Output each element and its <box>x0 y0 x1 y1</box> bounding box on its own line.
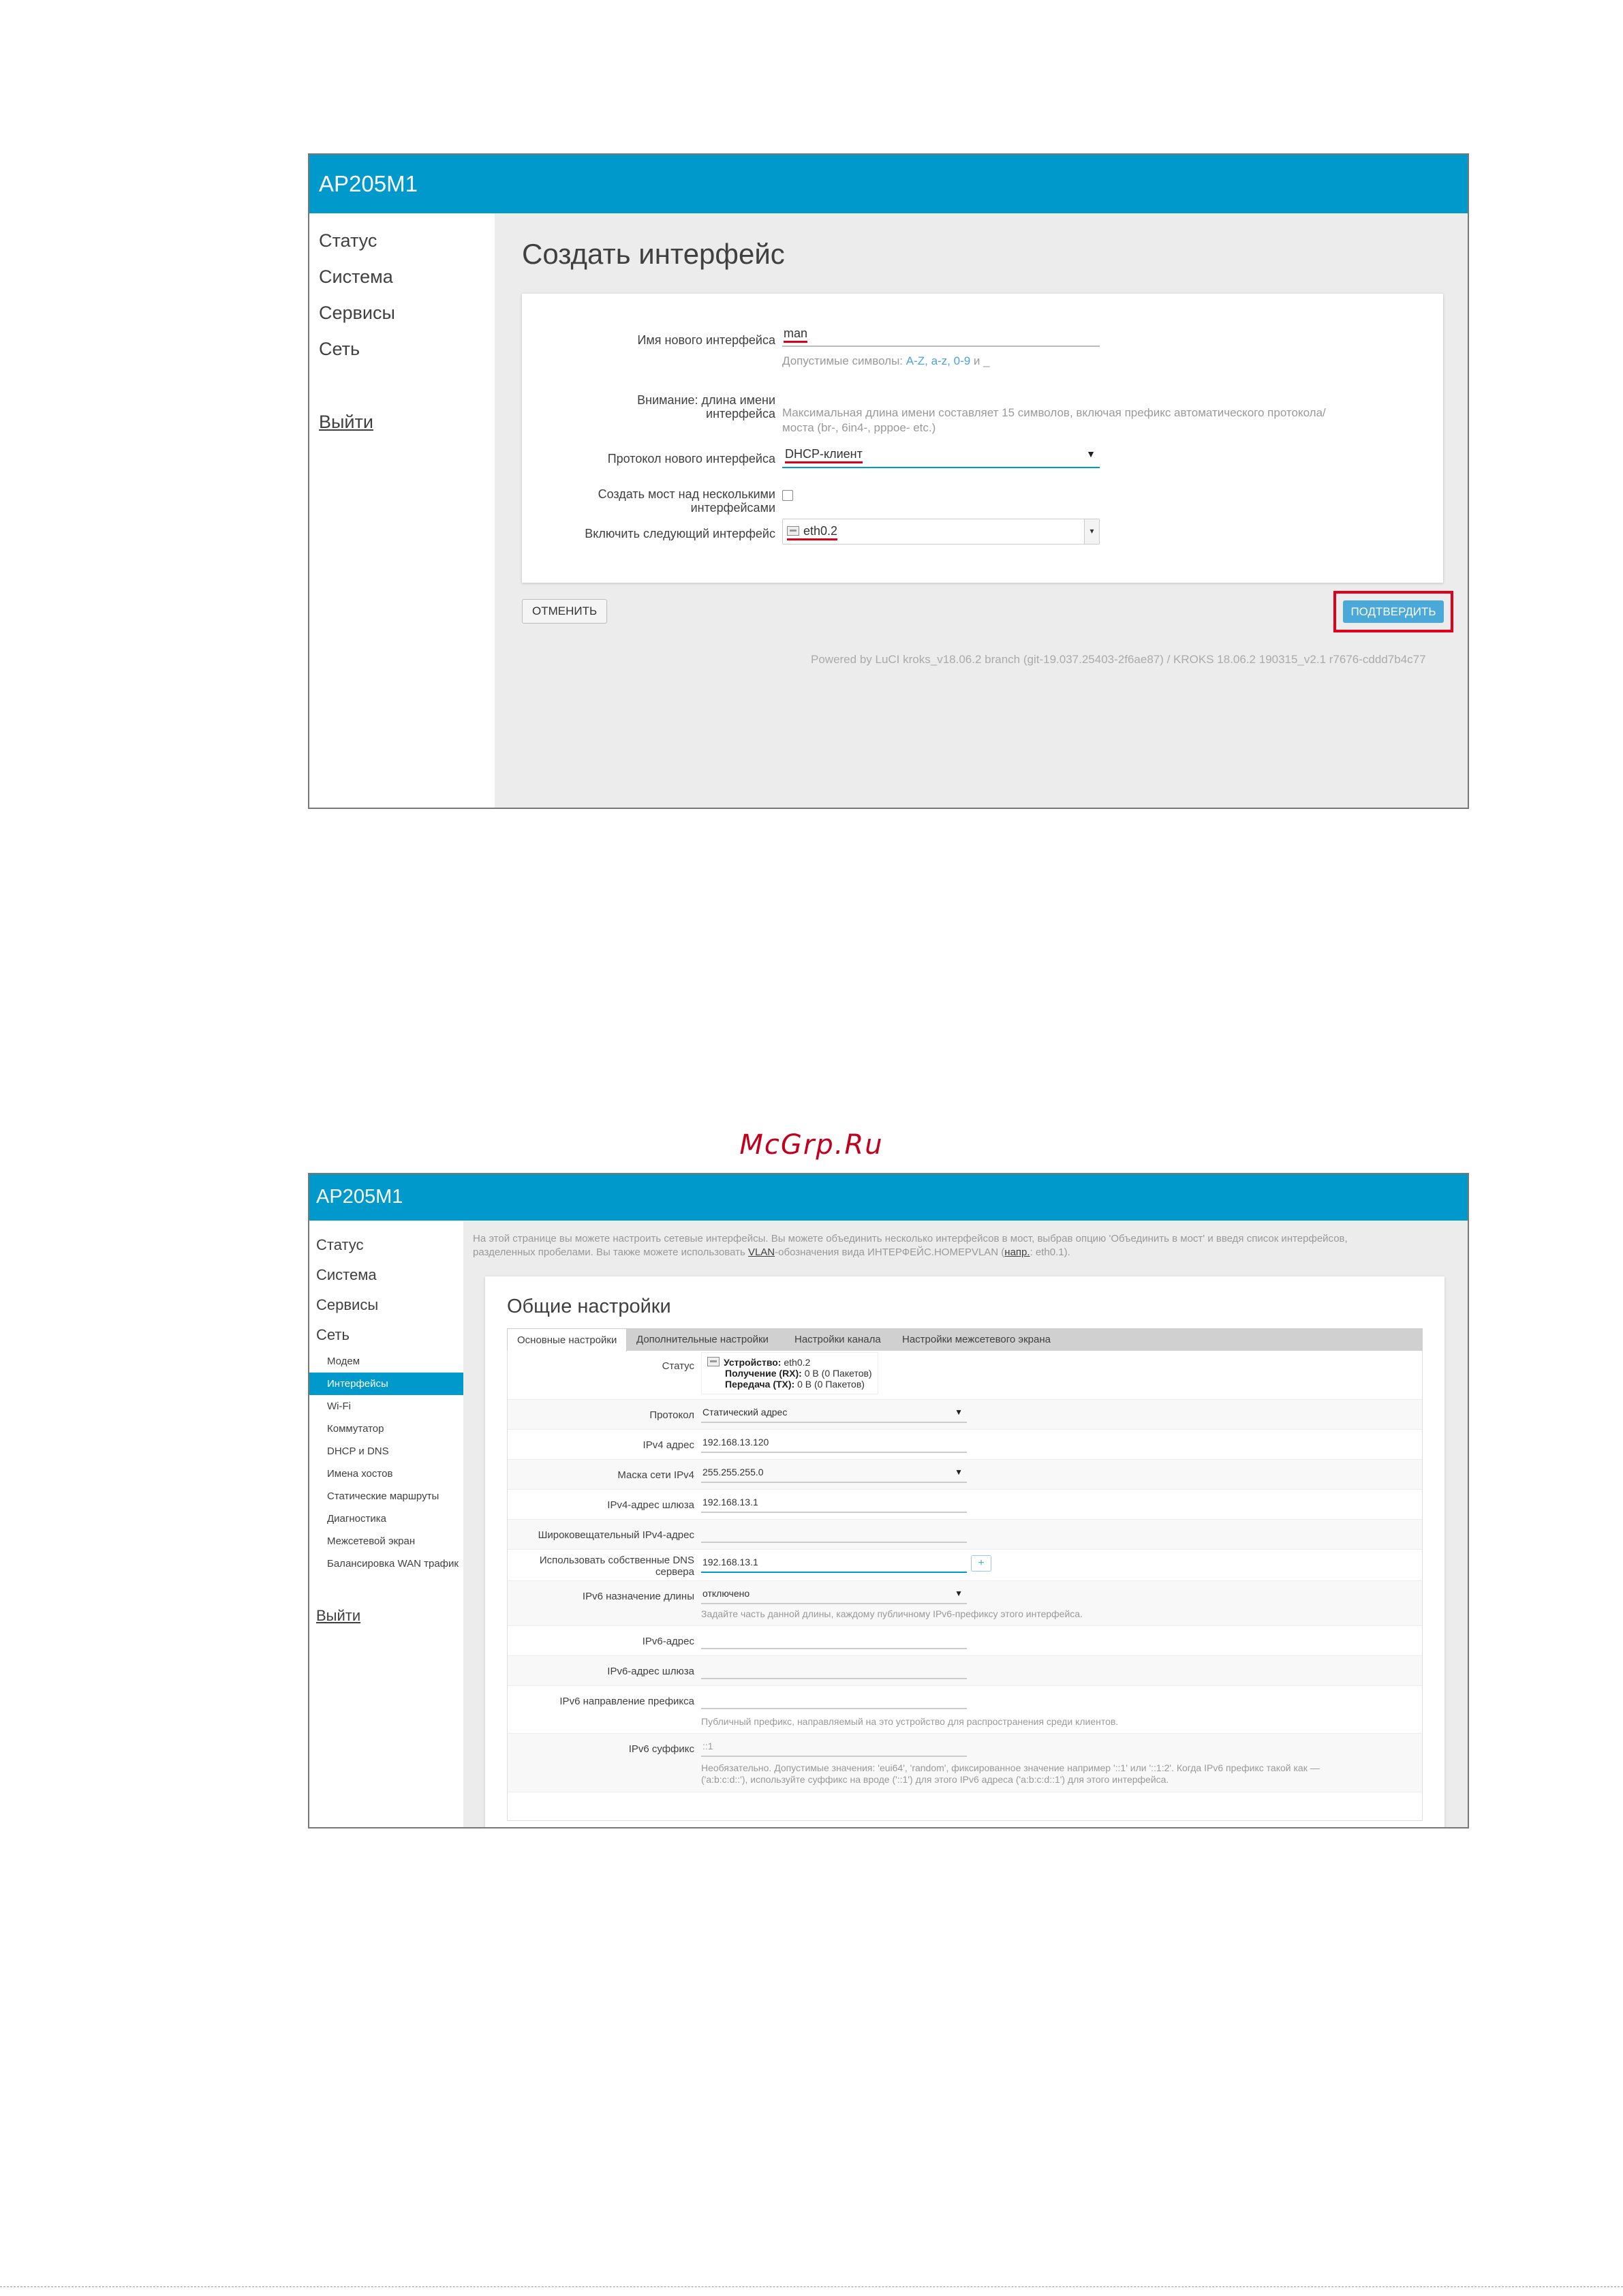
ip6prefix-label: IPv6 направление префикса <box>559 1696 694 1707</box>
confirm-button-highlight <box>1333 591 1453 632</box>
submenu-item-diagnostics[interactable]: Диагностика <box>327 1513 386 1525</box>
create-interface-window <box>308 153 1469 809</box>
gateway-row <box>508 1490 1422 1520</box>
intro-part-c: : eth0.1). <box>1030 1246 1070 1258</box>
tab-firewall-settings[interactable]: Настройки межсетевого экрана <box>902 1334 1051 1345</box>
warn-label-line-1: Внимание: длина имени <box>637 393 775 407</box>
intro-part-b: -обозначения вида ИНТЕРФЕЙС.НОМЕРVLAN ( <box>775 1246 1005 1258</box>
general-settings-card <box>485 1276 1444 1828</box>
sidebar <box>309 1221 463 1827</box>
cancel-button[interactable]: ОТМЕНИТЬ <box>522 599 607 624</box>
broadcast-row <box>508 1520 1422 1550</box>
protocol-wrap <box>782 444 1100 468</box>
dns-label-line-2: сервера <box>655 1566 694 1578</box>
status-tx-line <box>707 1379 872 1390</box>
intro-line-1: На этой странице вы можете настроить сетевые интерфейсы. Вы можете объединить несколько интерфейсов в мост, выбрав опцию 'Объединить в мост' и введя список интерфейсов, <box>473 1233 1348 1244</box>
tab-advanced-settings[interactable]: Дополнительные настройки <box>636 1334 769 1345</box>
ipv4-label: IPv4 адрес <box>643 1439 694 1451</box>
dns-label-line-1: Использовать собственные DNS <box>539 1555 694 1566</box>
ip6prefix-row <box>508 1686 1422 1734</box>
sidebar-item-services[interactable]: Сервисы <box>319 303 395 323</box>
app-title: AP205M1 <box>319 171 418 196</box>
ip6assign-hint: Задайте часть данной длины, каждому публичному IPv6-префиксу этого интерфейса. <box>701 1608 1083 1619</box>
ip6gw-row <box>508 1656 1422 1686</box>
gateway-input[interactable]: 192.168.13.1 <box>701 1494 967 1513</box>
create-interface-form <box>522 294 1443 583</box>
status-device-value: eth0.2 <box>784 1357 811 1368</box>
status-rx-line <box>707 1368 872 1379</box>
ip6gw-input[interactable] <box>701 1660 967 1679</box>
ip6assign-row <box>508 1581 1422 1626</box>
broadcast-input[interactable] <box>701 1524 967 1543</box>
include-interface-value: eth0.2 <box>803 524 838 538</box>
dns-input[interactable]: 192.168.13.1 <box>701 1554 967 1573</box>
dropdown-arrow-icon: ▼ <box>955 1467 963 1477</box>
status-device-line <box>707 1357 872 1368</box>
netmask-label: Маска сети IPv4 <box>617 1469 694 1481</box>
ipv4-input[interactable]: 192.168.13.120 <box>701 1434 967 1453</box>
main-content <box>495 213 1468 808</box>
status-details <box>701 1352 878 1394</box>
ip6prefix-input[interactable] <box>701 1690 967 1709</box>
main-content <box>463 1221 1468 1827</box>
include-interface-wrap <box>782 519 1100 545</box>
status-rx-label: Получение (RX): <box>725 1368 802 1379</box>
submenu-item-switch[interactable]: Коммутатор <box>327 1423 384 1435</box>
netmask-value: 255.255.255.0 <box>702 1467 764 1478</box>
sidebar-item-system[interactable]: Система <box>316 1266 377 1283</box>
bridge-wrap <box>782 490 793 501</box>
sidebar <box>309 213 495 808</box>
submenu-item-wan-balancing[interactable]: Балансировка WAN трафик <box>327 1558 459 1570</box>
watermark: McGrp.Ru <box>739 1129 884 1161</box>
ip6prefix-hint: Публичный префикс, направляемый на это устройство для распространения среди клиентов. <box>701 1716 1119 1727</box>
ip6suffix-hint-1: Необязательно. Допустимые значения: 'eui64', 'random', фиксированное значение например '::1' или '::1:2'. Когда IPv6 префикс такой как — <box>701 1762 1320 1773</box>
dropdown-arrow-icon: ▼ <box>955 1589 963 1598</box>
ip6assign-select[interactable] <box>701 1585 967 1604</box>
ip6suffix-hint-2: ('a:b:c:d::'), используйте суффикс на вроде ('::1') для этого IPv6 адреса ('a:b:c:d::1') для этого интерфейса. <box>701 1774 1169 1785</box>
submenu-item-modem[interactable]: Модем <box>327 1356 360 1367</box>
powered-by-footer: Powered by LuCI kroks_v18.06.2 branch (git-19.037.25403-2f6ae87) / KROKS 18.06.2 190315_v2.1 r7676-cddd7b4c77 <box>811 653 1426 666</box>
submenu-item-interfaces[interactable]: Интерфейсы <box>309 1373 463 1395</box>
name-hint-ranges: A-Z, a-z, 0-9 <box>906 354 971 367</box>
header-bar <box>309 1174 1468 1221</box>
submenu-item-hostnames[interactable]: Имена хостов <box>327 1468 393 1480</box>
confirm-button[interactable]: ПОДТВЕРДИТЬ <box>1343 600 1444 623</box>
protocol-value: DHCP-клиент <box>785 447 863 463</box>
page-bottom-divider <box>0 2286 1623 2287</box>
sidebar-item-network[interactable]: Сеть <box>316 1326 350 1343</box>
bridge-label <box>598 487 775 515</box>
warn-text-line-1: Максимальная длина имени составляет 15 символов, включая префикс автоматического протокола/ <box>782 406 1326 419</box>
name-hint-suffix: и _ <box>970 354 990 367</box>
broadcast-label: Широковещательный IPv4-адрес <box>538 1529 694 1541</box>
intro-text <box>473 1232 1427 1259</box>
name-length-warning-label <box>637 393 775 420</box>
sidebar-item-status[interactable]: Статус <box>319 230 377 251</box>
include-interface-dropdown[interactable] <box>782 519 1100 545</box>
status-box <box>701 1352 878 1394</box>
submenu-item-dhcp-dns[interactable]: DHCP и DNS <box>327 1445 389 1457</box>
sidebar-item-network[interactable]: Сеть <box>319 339 360 359</box>
app-title: AP205M1 <box>316 1186 403 1208</box>
ip6addr-label: IPv6-адрес <box>642 1636 694 1647</box>
protocol-select[interactable] <box>782 444 1100 468</box>
tab-bar <box>507 1328 1423 1351</box>
submenu-item-static-routes[interactable]: Статические маршруты <box>327 1490 439 1502</box>
warn-text-line-2: моста (br-, 6in4-, pppoe- etc.) <box>782 421 936 434</box>
protocol-select[interactable] <box>701 1404 967 1423</box>
bridge-checkbox[interactable] <box>782 490 793 501</box>
bridge-label-line-1: Создать мост над несколькими <box>598 487 775 501</box>
page-title: Создать интерфейс <box>522 238 785 270</box>
protocol-label: Протокол <box>649 1409 694 1421</box>
sidebar-item-services[interactable]: Сервисы <box>316 1296 379 1313</box>
ethernet-port-icon <box>707 1357 720 1366</box>
interface-name-value: man <box>784 326 807 343</box>
netmask-row <box>508 1460 1422 1490</box>
dropdown-toggle-icon[interactable]: ▾ <box>1084 519 1099 544</box>
include-interface-value-wrap <box>787 524 837 540</box>
status-rx-value: 0 В (0 Пакетов) <box>804 1368 872 1379</box>
tab-content <box>507 1351 1423 1821</box>
netmask-select[interactable] <box>701 1464 967 1483</box>
interface-settings-window <box>308 1173 1469 1828</box>
add-dns-button[interactable]: + <box>971 1555 991 1572</box>
intro-line-2 <box>473 1246 1427 1259</box>
logout-link[interactable]: Выйти <box>316 1607 361 1624</box>
protocol-value: Статический адрес <box>702 1407 788 1418</box>
sidebar-item-status[interactable]: Статус <box>316 1236 364 1253</box>
protocol-label: Протокол нового интерфейса <box>607 452 775 465</box>
interface-name-input[interactable] <box>782 324 1100 347</box>
status-row <box>508 1351 1422 1400</box>
ip6addr-row <box>508 1626 1422 1656</box>
include-interface-label: Включить следующий интерфейс <box>585 527 775 540</box>
protocol-row <box>508 1400 1422 1430</box>
tab-channel-settings[interactable]: Настройки канала <box>794 1334 881 1345</box>
interface-name-wrap <box>782 324 1100 369</box>
header-bar <box>309 155 1468 213</box>
ip6suffix-row <box>508 1734 1422 1792</box>
dropdown-arrow-icon: ▼ <box>1086 448 1096 459</box>
bridge-label-line-2: интерфейсами <box>690 501 775 515</box>
interface-name-label: Имя нового интерфейса <box>637 333 775 347</box>
sidebar-item-system[interactable]: Система <box>319 266 393 287</box>
ip6assign-label: IPv6 назначение длины <box>582 1591 694 1602</box>
dropdown-arrow-icon: ▼ <box>955 1407 963 1417</box>
vlan-link[interactable]: VLAN <box>747 1246 775 1258</box>
submenu-item-firewall[interactable]: Межсетевой экран <box>327 1535 416 1547</box>
dns-label <box>540 1555 694 1578</box>
section-title: Общие настройки <box>507 1296 671 1317</box>
warn-label-line-2: интерфейса <box>706 407 775 420</box>
ethernet-port-icon <box>787 526 799 536</box>
ip6assign-value: отключено <box>702 1588 750 1599</box>
submenu-item-wifi[interactable]: Wi-Fi <box>327 1400 351 1412</box>
logout-link[interactable]: Выйти <box>319 412 373 432</box>
interface-name-hint <box>782 354 1100 369</box>
ip6suffix-label: IPv6 суффикс <box>628 1743 694 1755</box>
ip6suffix-input[interactable]: ::1 <box>701 1738 967 1757</box>
example-link[interactable]: напр. <box>1004 1246 1030 1258</box>
status-device-label: Устройство: <box>724 1357 782 1368</box>
ip6gw-label: IPv6-адрес шлюза <box>607 1666 694 1677</box>
name-length-warning-text <box>782 405 1395 435</box>
status-label: Статус <box>662 1360 694 1372</box>
intro-part-a: разделенных пробелами. Вы также можете использовать <box>473 1246 748 1258</box>
dns-row <box>508 1550 1422 1581</box>
status-tx-label: Передача (TX): <box>725 1379 795 1390</box>
status-tx-value: 0 В (0 Пакетов) <box>797 1379 865 1390</box>
ipv4-row <box>508 1430 1422 1460</box>
tab-basic-settings[interactable]: Основные настройки <box>507 1328 627 1351</box>
ip6addr-input[interactable] <box>701 1630 967 1649</box>
name-hint-prefix: Допустимые символы: <box>782 354 906 367</box>
gateway-label: IPv4-адрес шлюза <box>607 1499 694 1511</box>
